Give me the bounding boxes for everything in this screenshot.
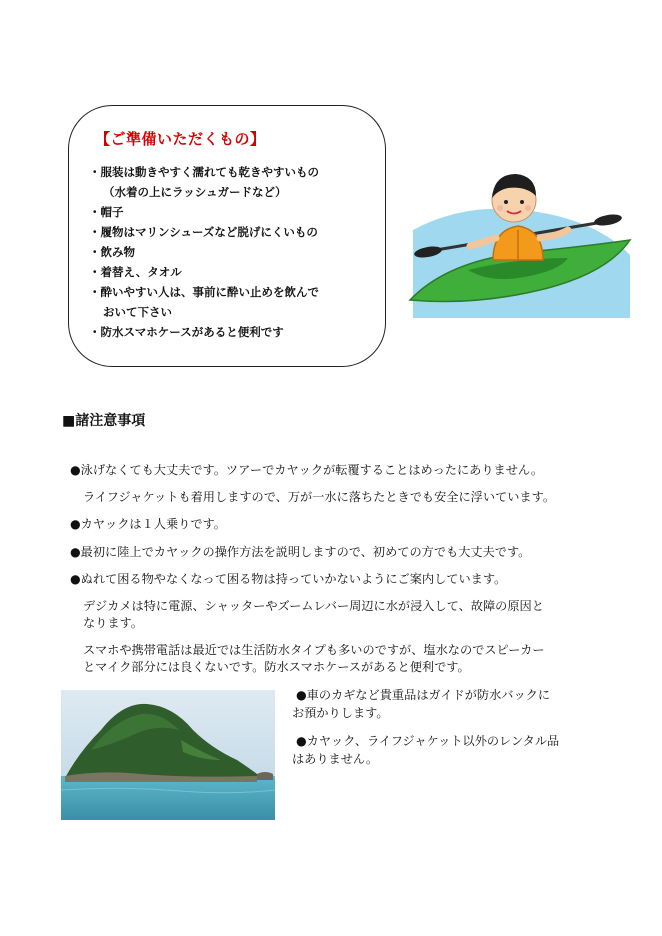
island-photo	[61, 690, 275, 820]
kayak-illustration	[408, 160, 633, 320]
note-line: ●泳げなくても大丈夫です。ツアーでカヤックが転覆することはめったにありません。	[70, 463, 544, 477]
note-line: スマホや携帯電話は最近では生活防水タイプも多いのですが、塩水なのでスピーカー	[83, 643, 545, 657]
preparation-title: 【ご準備いただくもの】	[95, 130, 266, 148]
list-item: ・服装は動きやすく濡れても乾きやすいもの	[89, 165, 319, 179]
preparation-box	[68, 105, 386, 367]
list-item: ・着替え、タオル	[89, 265, 182, 279]
note-line: ライフジャケットも着用しますので、万が一水に落ちたときでも安全に浮いています。	[83, 490, 556, 504]
list-item: ・履物はマリンシューズなど脱げにくいもの	[89, 225, 318, 239]
note-line: はありません。	[292, 752, 379, 766]
note-line: ●カヤックは１人乗りです。	[70, 517, 226, 531]
note-line: ●車のカギなど貴重品はガイドが防水バックに	[296, 688, 551, 702]
note-line: ●カヤック、ライフジャケット以外のレンタル品	[296, 734, 560, 748]
note-line: なります。	[83, 616, 143, 630]
note-line: デジカメは特に電源、シャッターやズームレバー周辺に水が浸入して、故障の原因と	[83, 599, 544, 613]
list-item: おいて下さい	[103, 305, 172, 319]
preparation-list	[89, 162, 319, 342]
note-line: お預かりします。	[292, 706, 389, 720]
note-line: ●ぬれて困る物やなくなって困る物は持っていかないようにご案内しています。	[70, 572, 507, 586]
notes-title: ■諸注意事項	[62, 413, 146, 429]
list-item: ・帽子	[89, 205, 124, 219]
note-line: ●最初に陸上でカヤックの操作方法を説明しますので、初めての方でも大丈夫です。	[70, 545, 531, 559]
note-line: とマイク部分には良くないです。防水スマホケースがあると便利です。	[83, 660, 470, 674]
list-item: ・酔いやすい人は、事前に酔い止めを飲んで	[89, 285, 319, 299]
list-item: ・防水スマホケースがあると便利です	[89, 325, 284, 339]
list-item: （水着の上にラッシュガードなど）	[103, 185, 287, 199]
list-item: ・飲み物	[89, 245, 135, 259]
